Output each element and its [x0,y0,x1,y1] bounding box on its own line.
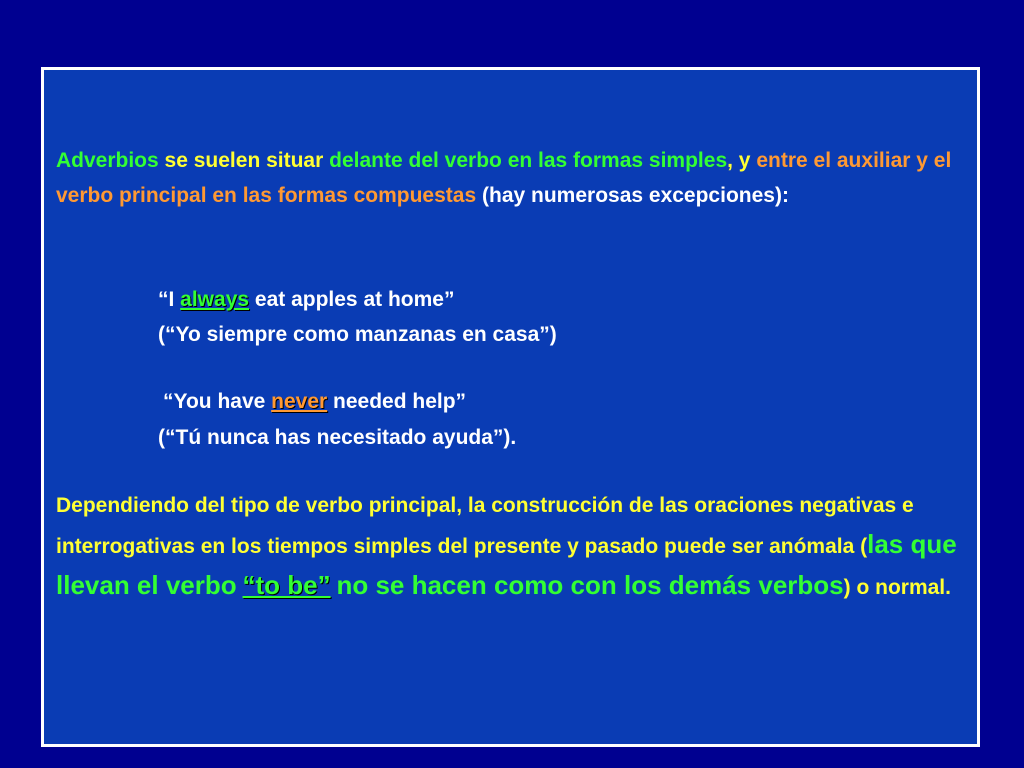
keyword-to-be: “to be” [242,570,331,600]
translation-never: (“Tú nunca has necesitado ayuda”). [158,426,517,449]
closing-highlight-2: no se hacen como con los demás verbos [336,570,844,600]
closing-paragraph [56,487,966,607]
example-never-rest: needed help” [327,390,467,413]
keyword-always: always [180,288,250,311]
example-never [163,384,466,419]
example-always-rest: eat apples at home” [249,288,455,311]
intro-y: , y [727,149,751,172]
intro-delante: delante del verbo en las formas simples [329,149,728,172]
intro-excepciones: (hay numerosas excepciones): [482,184,789,207]
example-never-open: “You have [163,390,272,413]
example-always-open: “I [158,288,181,311]
closing-end: ) o normal. [843,576,951,599]
intro-se-suelen-situar: se suelen situar [164,149,324,172]
closing-text: Dependiendo del tipo de verbo principal, la construcción de las oraciones negativas e interrogativas en los tiempos simples del presente y pasado puede ser anómala ( [56,494,914,558]
closing-highlight: las que llevan el verbo [56,529,957,600]
intro-paragraph [56,143,966,213]
intro-adverbios: Adverbios [56,149,159,172]
intro-entre: entre el auxiliar y el verbo principal en las formas compuestas [56,149,952,207]
example-always [158,282,454,317]
keyword-never: never [271,390,328,413]
translation-always: (“Yo siempre como manzanas en casa”) [158,323,557,346]
